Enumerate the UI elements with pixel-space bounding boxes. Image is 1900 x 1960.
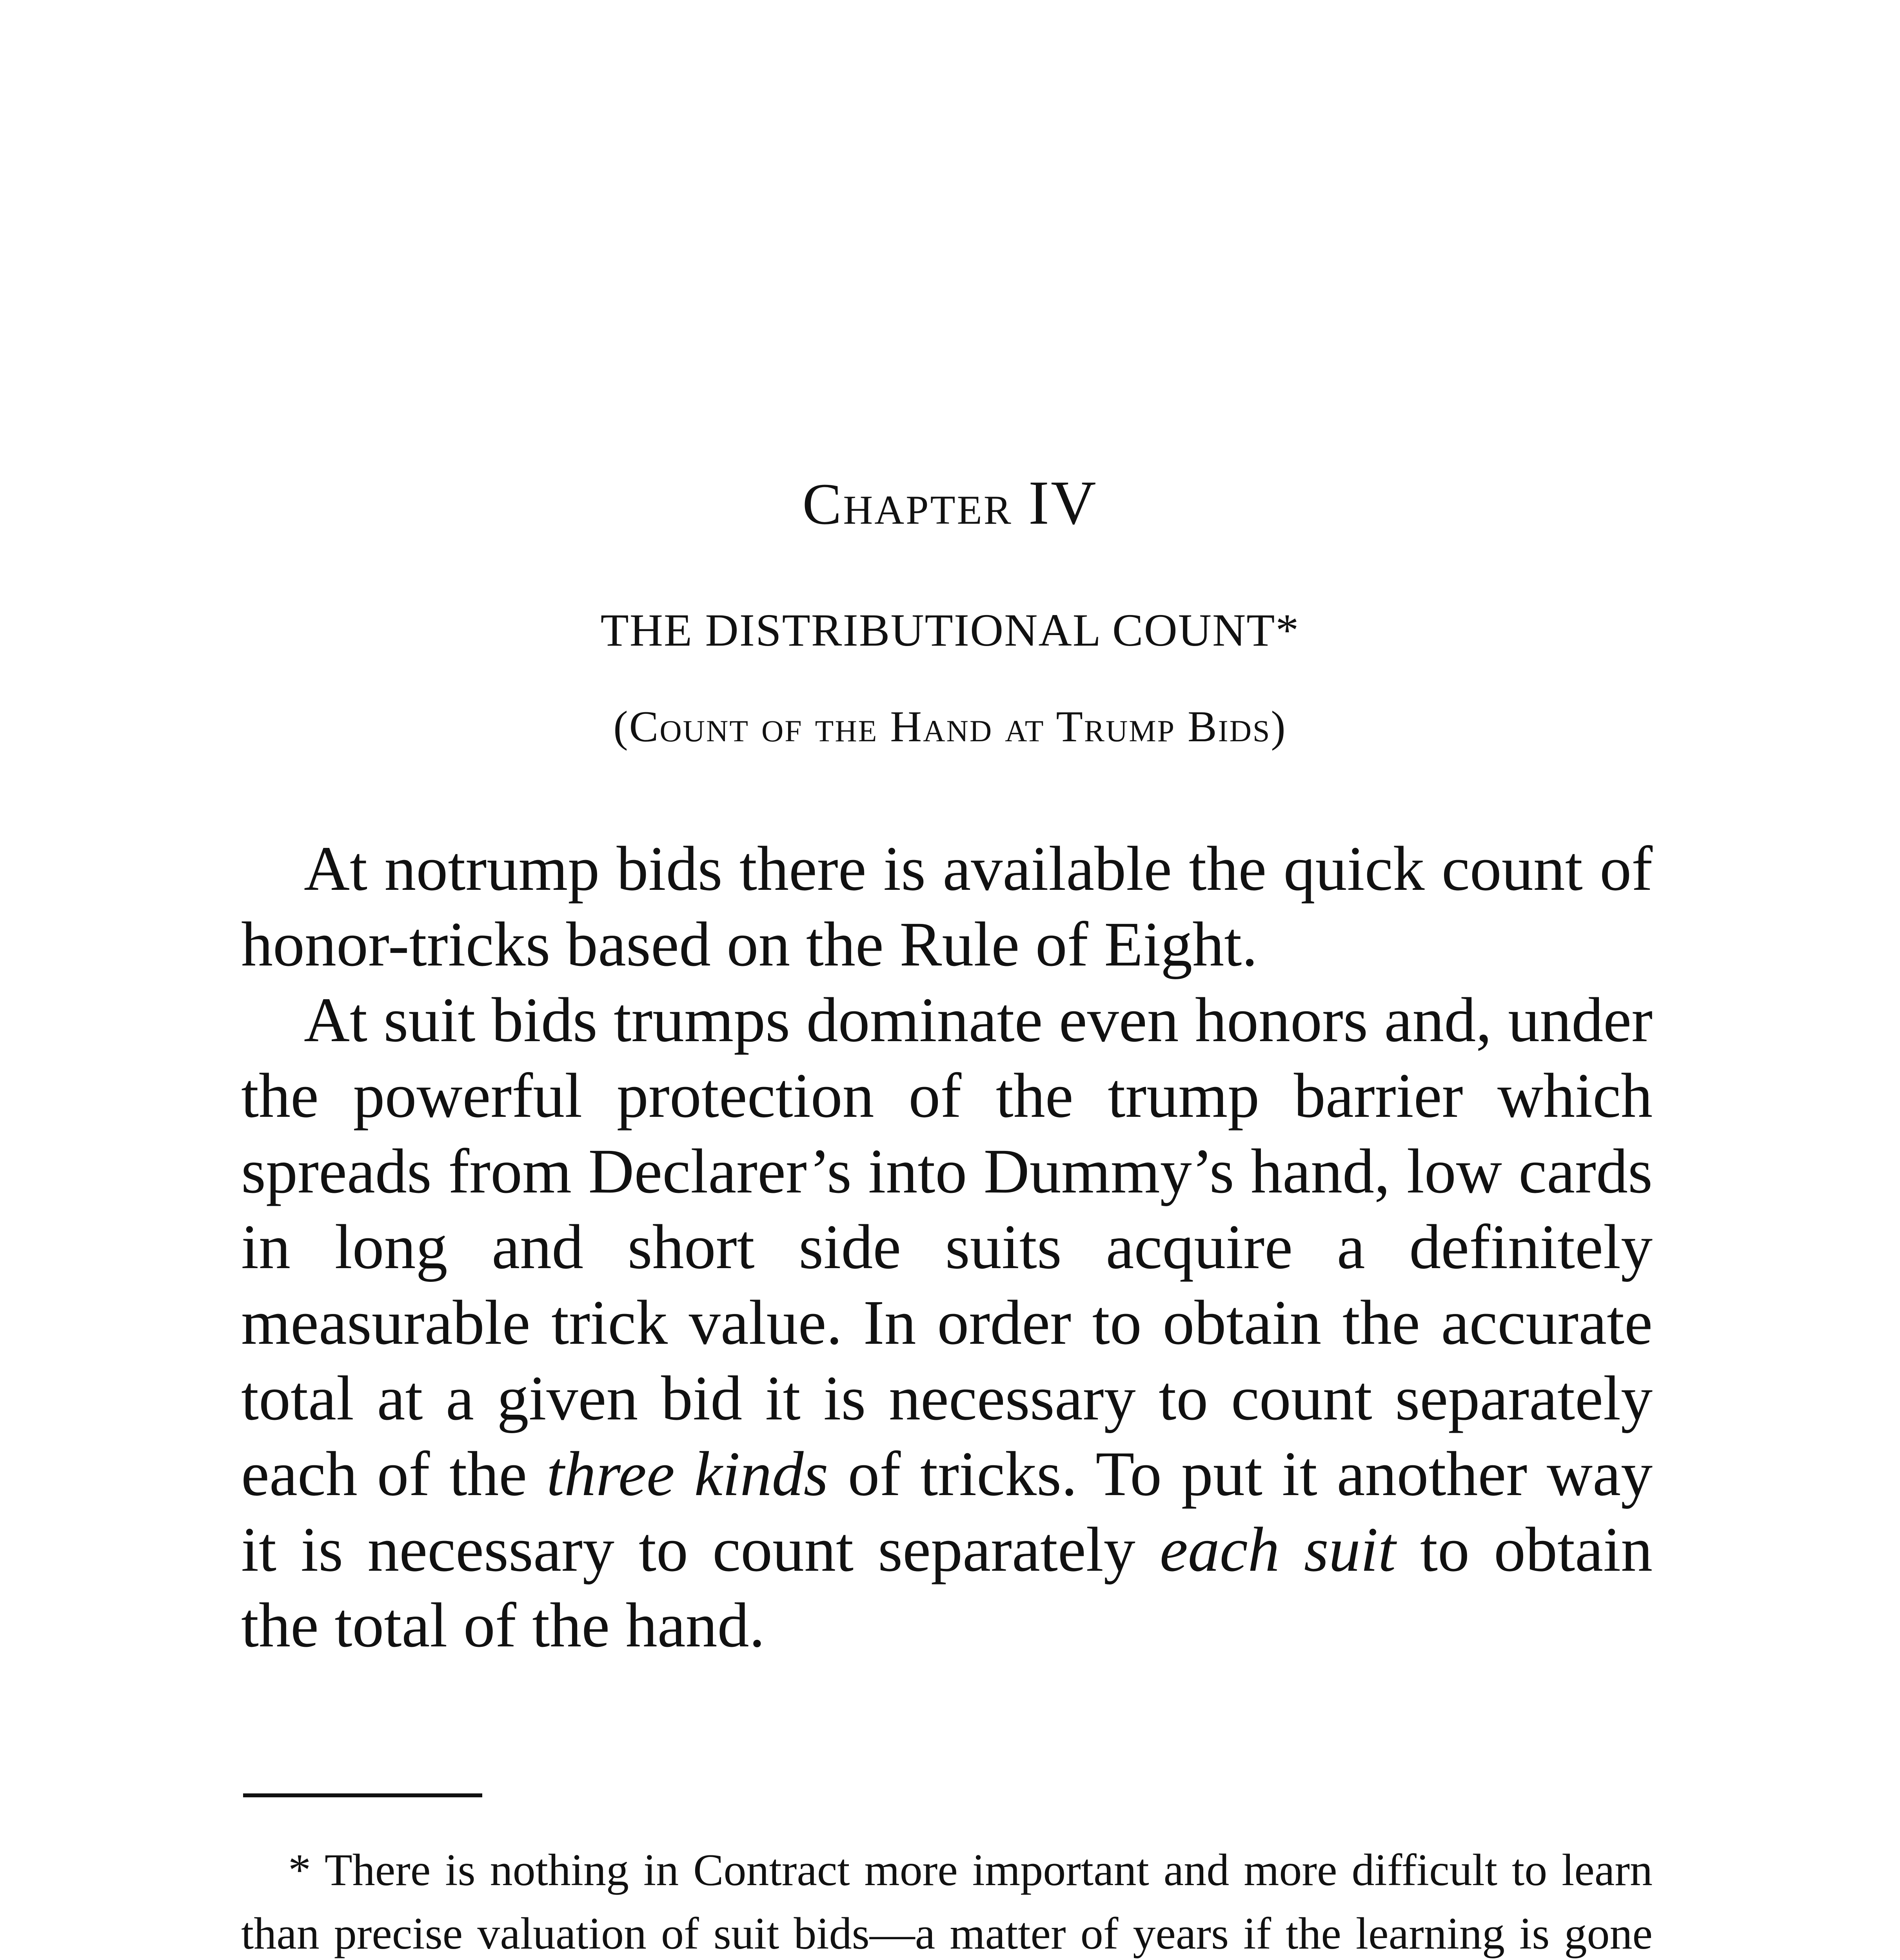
chapter-heading [0,466,1900,539]
footnotes [241,1838,1653,1960]
body-paragraph-1: At notrump bids there is available the quick count of honor-tricks based on the Rule of Eight. [241,834,1653,980]
emphasis-each-suit: each suit [1159,1515,1396,1585]
chapter-title: THE DISTRIBUTIONAL COUNT* [600,604,1300,656]
emphasis-three-kinds: three kinds [546,1439,828,1509]
chapter-word: Chapter [802,472,1013,537]
footnote-divider [243,1793,482,1797]
chapter-subtitle: (Count of the Hand at Trump Bids) [613,702,1287,751]
body-paragraph-2-part-1: At suit bids trumps dominate even honors and, under the powerful protection of the trump barrier which spreads from Declarer’s into Dummy’s hand, low cards in long and short side suits acquire a definitely measurable trick value. In order to obtain the accurate total at a given bid it is necessary to count separately each of the [241,985,1653,1509]
footnote-1: * There is nothing in Contract more important and more difficult to learn than precise valuation of suit bids—a matter of years if the learning is gone [241,1845,1653,1959]
body-text [241,831,1653,1663]
body-paragraph-2-part-3: to obtain the total of the hand. [241,1515,1653,1661]
chapter-numeral: IV [1028,468,1098,537]
body-paragraph-2 [241,982,1653,1663]
body-paragraph-2-part-2: of tricks. To put it another way it is necessary to count separately [241,1439,1653,1585]
